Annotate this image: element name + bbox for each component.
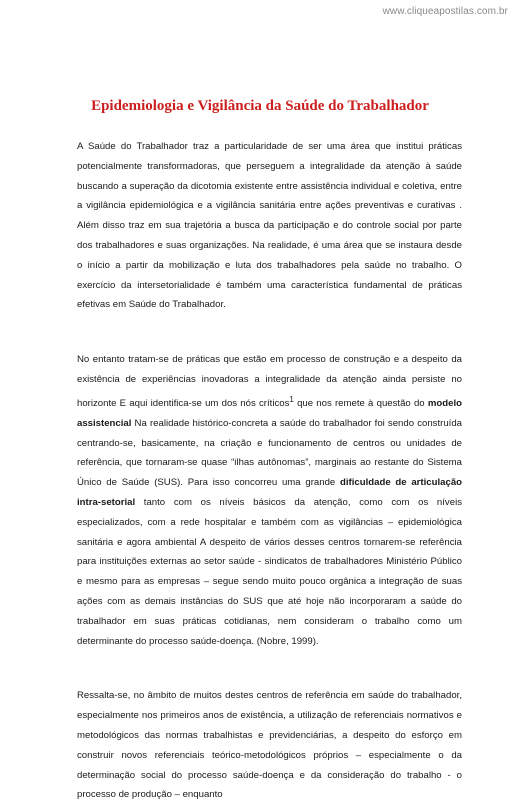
text-segment: que nos remete à questão do xyxy=(293,397,428,409)
text-segment: Ressalta-se, no âmbito de muitos destes centros de referência em saúde do trabalhador, especialmente nos primeiros anos de existência, a utilização de referenciais normativos e metodológicos das normas trabalhistas e previdenciárias, a despeito do esforço em construir novos referenciais teórico-metodológicos próprios – especialmente o da determinação social do processo saúde-doença e da consideração do trabalho - o processo de produção – enquanto xyxy=(77,690,462,801)
bold-phrase: modelo assistencial xyxy=(77,397,462,429)
text-segment: Na realidade histórico-concreta a saúde do trabalhador foi sendo construída centrando-se, basicamente, na criação e funcionamento de centros ou unidades de referência, que tornaram-se quase “ilhas autônomas”, marginais ao restante do Sistema Único de Saúde (SUS). Para isso concorreu uma grande xyxy=(77,417,462,489)
text-segment: A Saúde do Trabalhador traz a particularidade de ser uma área que institui práticas potencialmente transformadoras, que perseguem a integralidade da atenção à saúde buscando a superação da dicotomia existente entre assistência individual e coletiva, entre a vigilância epidemiológica e a vigilância sanitária entre ações preventivas e curativas . Além disso traz em sua trajetória a busca da participação e do controle social por parte dos trabalhadores e suas organizações. Na realidade, é uma área que se instaura desde o início a partir da mobilização e luta dos trabalhadores pela saúde no trabalho. O exercício da intersetorialidade é também uma característica fundamental de práticas efetivas em Saúde do Trabalhador. xyxy=(77,141,462,311)
paragraph-2 xyxy=(77,350,462,651)
paragraph-1 xyxy=(77,137,462,315)
document-title: Epidemiologia e Vigilância da Saúde do Trabalhador xyxy=(91,98,429,115)
text-segment: No entanto tratam-se de práticas que estão em processo de construção e a despeito da existência de experiências inovadoras a integralidade da atenção ainda persiste no horizonte E aqui identifica-se um dos nós críticos xyxy=(77,354,462,409)
paragraph-3 xyxy=(77,686,462,805)
bold-phrase: dificuldade de articulação intra-setorial xyxy=(77,477,463,508)
footnote-marker: 1 xyxy=(289,394,294,404)
document-body xyxy=(77,137,462,805)
site-watermark: www.cliqueapostilas.com.br xyxy=(382,6,508,17)
text-segment: tanto com os níveis básicos da atenção, como com os níveis especializados, com a rede hospitalar e também com as vigilâncias – epidemiológica sanitária e agora ambiental A despeito de vários desses centros tornarem-se referência para instituições externas ao setor saúde - sindicatos de trabalhadores Ministério Público e mesmo para as empresas – segue sendo muito pouco orgânica a integração de suas ações com as demais instâncias do SUS que até hoje não incorporaram a saúde do trabalhador em suas práticas cotidianas, nem consideram o trabalho como um determinante do processo saúde-doença. (Nobre, 1999). xyxy=(77,496,462,647)
